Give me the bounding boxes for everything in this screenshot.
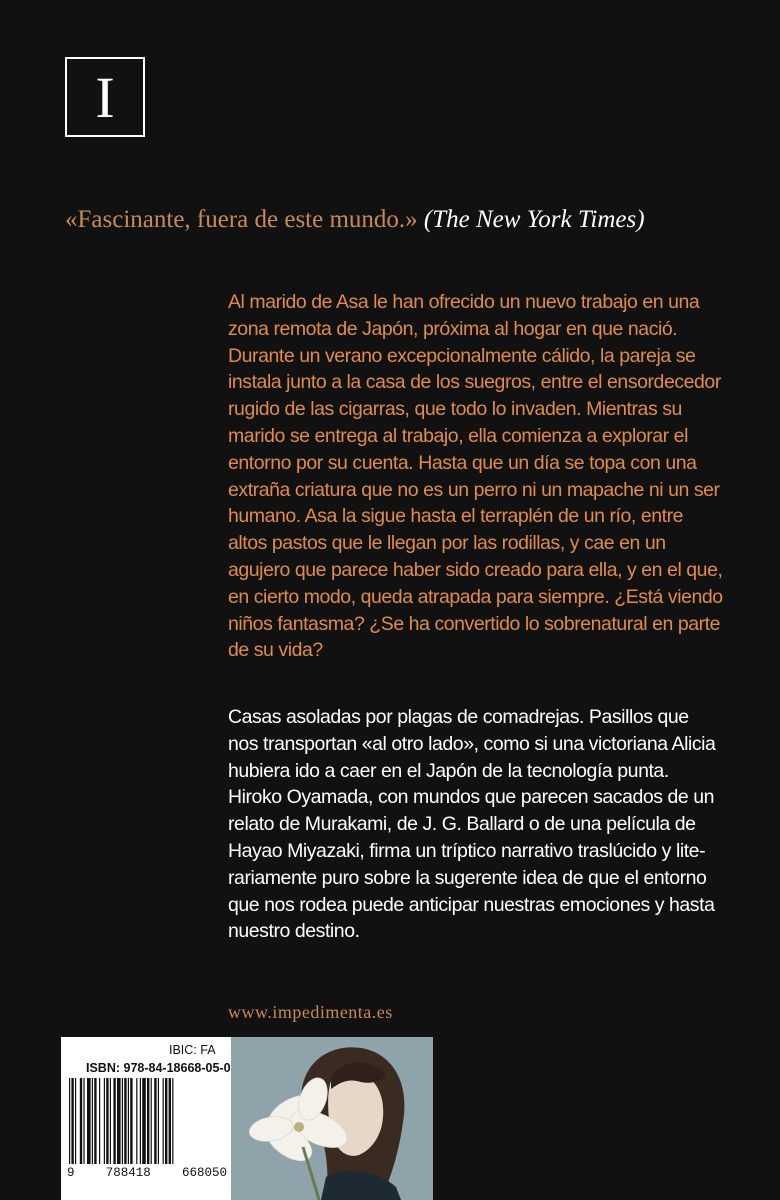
publisher-logo — [65, 57, 145, 137]
ibic-code: IBIC: FA — [169, 1043, 216, 1057]
barcode-icon — [67, 1078, 227, 1168]
isbn-number: ISBN: 978-84-18668-05-0 — [86, 1061, 231, 1075]
quote-text: «Fascinante, fuera de este mundo.» — [65, 206, 418, 233]
woman-with-flower-illustration — [231, 1037, 433, 1200]
barcode-digit-group: 9 — [67, 1166, 75, 1180]
barcode-digits — [67, 1166, 227, 1180]
logo-letter: I — [95, 65, 115, 130]
blurb-paragraph-2: Casas asoladas por plagas de comadrejas. Pasillos que nos transportan «al otro lado», como si una victoriana Alicia hubiera ido a caer en el Japón de la tecnología punta. Hiroko Oyamada, con mundos que parecen sacados de un relato de Murakami, de J. G. Ballard o de una película de Hayao Miyazaki, firma un tríptico narrativo traslúcido y literariamente puro sobre la sugerente idea de que el entorno que nos rodea puede anticipar nuestras emociones y hasta nuestro destino. — [228, 706, 716, 943]
publisher-website: www.impedimenta.es — [228, 1002, 393, 1022]
cover-artwork — [231, 1037, 433, 1200]
barcode-digit-group: 668050 — [181, 1166, 227, 1180]
blurb-paragraph-1: Al marido de Asa le han ofrecido un nuevo trabajo en una zona remota de Japón, próxima al hogar en que nació. Durante un verano excepcionalmente cálido, la pareja se instala junto a la casa de los suegros, entre el ensordecedor rugido de las cigarras, que todo lo invaden. Mientras su marido se entrega al trabajo, ella comienza a explorar el entorno por su cuenta. Hasta que un día se topa con una extraña criatura que no es un perro ni un mapache ni un ser humano. Asa la sigue hasta el terraplén de un río, entre altos pastos que le llegan por las rodillas, y cae en un agujero que parece haber sido creado para ella, y en el que, en cierto modo, queda atrapada para siempre. ¿Está viendo niños fantasma? ¿Se ha convertido lo sobrenatural en parte de su vida? — [228, 291, 723, 662]
barcode-digit-group: 788418 — [105, 1166, 151, 1180]
press-quote — [65, 203, 745, 237]
quote-source: (The New York Times) — [423, 206, 645, 233]
